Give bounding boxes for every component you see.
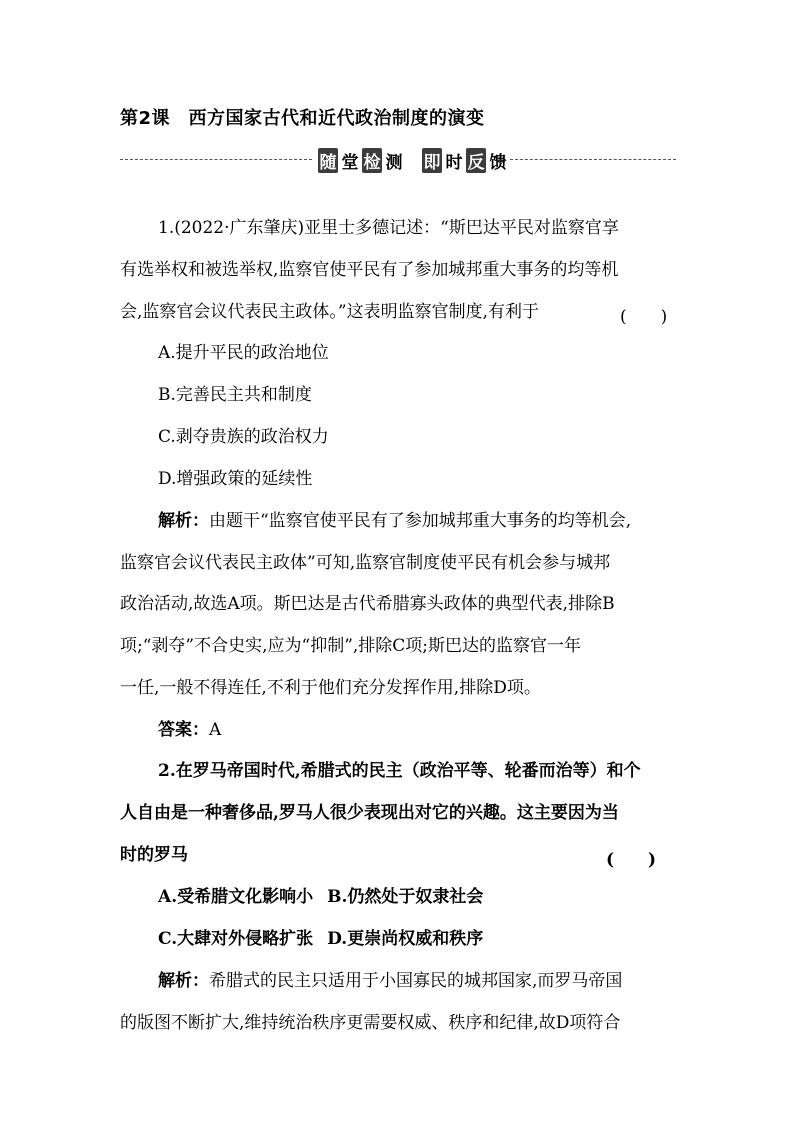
section-char: 反 bbox=[466, 148, 486, 173]
q1-option-d: D.增强政策的延续性 bbox=[158, 469, 313, 489]
q2-analysis-label: 解析： bbox=[158, 971, 209, 991]
divider-left bbox=[120, 159, 312, 160]
section-char: 测 bbox=[385, 153, 403, 173]
q1-analysis-line: 监察官会议代表民主政体”可知,监察官制度使平民有机会参与城邦 bbox=[120, 553, 611, 573]
q1-answer-value: A bbox=[209, 720, 222, 740]
q2-option-b: B.仍然处于奴隶社会 bbox=[327, 887, 484, 907]
section-char: 即 bbox=[422, 148, 442, 173]
q1-stem-line: 会,监察官会议代表民主政体。”这表明监察官制度,有利于 bbox=[120, 302, 539, 322]
q1-option-a: A.提升平民的政治地位 bbox=[158, 343, 329, 363]
q2-options-row bbox=[158, 887, 483, 907]
q1-analysis-line: 一任,一般不得连任,不利于他们充分发挥作用,排除D项。 bbox=[120, 678, 541, 698]
q1-option-b: B.完善民主共和制度 bbox=[158, 385, 312, 405]
section-char: 时 bbox=[445, 153, 463, 173]
q2-analysis-line bbox=[158, 971, 622, 991]
q2-stem-line: 人自由是一种奢侈品,罗马人很少表现出对它的兴趣。这主要因为当 bbox=[120, 803, 619, 823]
q2-option-d: D.更崇尚权威和秩序 bbox=[327, 929, 484, 949]
q1-stem-line: 有选举权和被选举权,监察官使平民有了参加城邦重大事务的均等机 bbox=[120, 260, 619, 280]
section-char: 随 bbox=[318, 148, 338, 173]
q2-stem-line: 2.在罗马帝国时代,希腊式的民主（政治平等、轮番而治等）和个 bbox=[158, 761, 641, 781]
divider-right bbox=[510, 159, 676, 160]
q2-analysis-line: 的版图不断扩大,维持统治秩序更需要权威、秩序和纪律,故D项符合 bbox=[120, 1013, 621, 1033]
q1-option-c: C.剥夺贵族的政治权力 bbox=[158, 427, 329, 447]
section-char: 检 bbox=[362, 148, 382, 173]
q1-stem-line: 1.(2022·广东肇庆)亚里士多德记述：“斯巴达平民对监察官享 bbox=[158, 218, 619, 238]
q2-options-row bbox=[158, 929, 483, 949]
q1-analysis-text: 由题干“监察官使平民有了参加城邦重大事务的均等机会, bbox=[209, 511, 632, 531]
lesson-title: 第2课 西方国家古代和近代政治制度的演变 bbox=[120, 108, 485, 129]
q1-analysis-line: 项;“剥夺”不合史实,应为“抑制”,排除C项;斯巴达的监察官一年 bbox=[120, 636, 582, 656]
q1-analysis-line: 政治活动,故选A项。斯巴达是古代希腊寡头政体的典型代表,排除B bbox=[120, 594, 615, 614]
q2-stem-line: 时的罗马 bbox=[120, 845, 188, 865]
q1-analysis-line bbox=[158, 511, 631, 531]
section-char: 堂 bbox=[341, 153, 359, 173]
section-char: 馈 bbox=[489, 153, 507, 173]
q1-answer-bracket: ( ) bbox=[620, 307, 668, 327]
section-header bbox=[120, 148, 676, 172]
q2-analysis-text: 希腊式的民主只适用于小国寡民的城邦国家,而罗马帝国 bbox=[209, 971, 623, 991]
q2-option-a: A.受希腊文化影响小 bbox=[158, 887, 314, 907]
q2-option-c: C.大肆对外侵略扩张 bbox=[158, 929, 314, 949]
q1-answer-line bbox=[158, 720, 221, 740]
q2-answer-bracket: ( ) bbox=[606, 850, 657, 870]
section-banner bbox=[318, 148, 508, 173]
q1-analysis-label: 解析： bbox=[158, 511, 209, 531]
q1-answer-label: 答案： bbox=[158, 720, 209, 740]
